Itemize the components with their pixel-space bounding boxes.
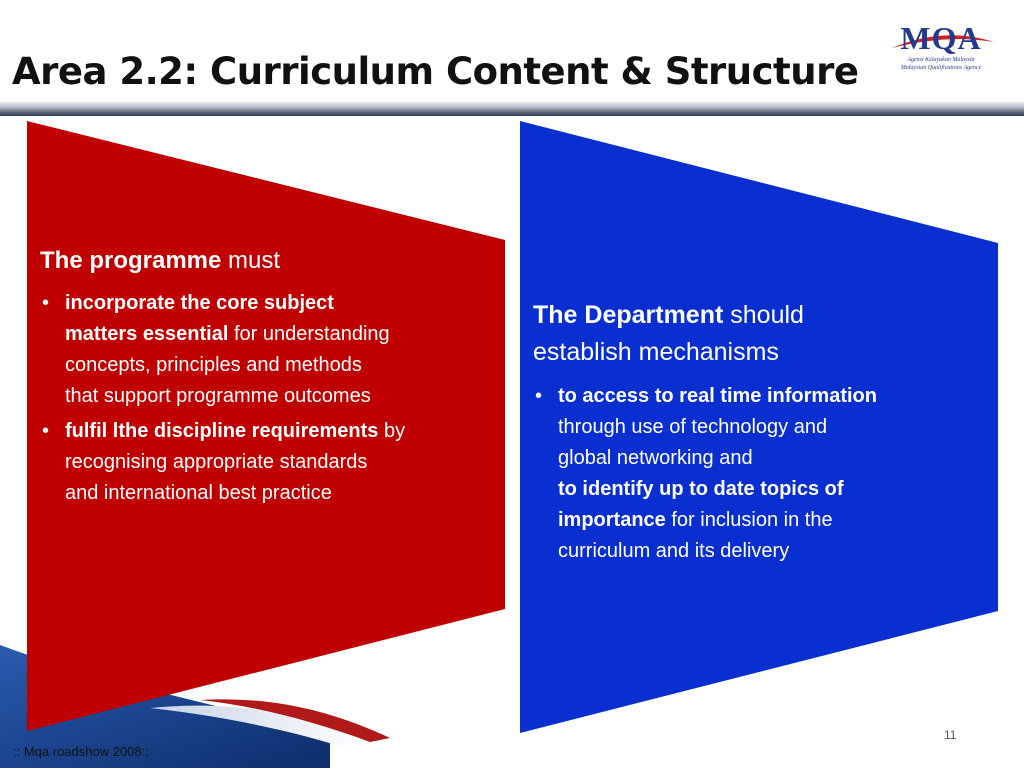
right-bullet-rest3: for inclusion in the xyxy=(665,509,833,531)
right-bullet-line3: global networking and xyxy=(558,447,753,469)
right-bullet-1 xyxy=(533,381,973,567)
bullet2-line3: and international best practice xyxy=(65,482,332,504)
bullet2-line2: recognising appropriate standards xyxy=(65,451,368,473)
bullet1-line4: that support programme outcomes xyxy=(65,385,371,407)
right-bullet-line2: through use of technology and xyxy=(558,416,828,438)
footer-text: :: Mqa roadshow 2008:: xyxy=(13,744,149,759)
bullet1-bold-line1: incorporate the core subject xyxy=(65,292,334,314)
right-panel-content xyxy=(533,297,973,571)
logo-subtitle-english: Malaysian Qualifications Agency xyxy=(900,65,982,71)
left-bullet-2 xyxy=(40,416,495,509)
right-heading-bold: The Department xyxy=(533,301,724,329)
right-bullet-line6: curriculum and its delivery xyxy=(558,540,790,562)
right-bullet-bold1: to access to real time information xyxy=(558,385,877,407)
bullet2-rest-line1: by xyxy=(378,420,406,442)
bullet1-rest-line2: for understanding xyxy=(228,323,390,345)
left-bullet-list xyxy=(40,288,495,509)
page-number: 11 xyxy=(944,728,957,742)
left-panel-content xyxy=(40,246,495,513)
bullet2-bold: fulfil lthe discipline requirements xyxy=(65,420,379,442)
left-heading-rest: must xyxy=(221,247,281,274)
right-heading-rest: should xyxy=(723,301,804,329)
left-panel-heading xyxy=(40,246,495,276)
left-heading-bold: The programme xyxy=(40,247,222,274)
right-panel-heading xyxy=(533,297,973,371)
right-bullet-bold3: importance xyxy=(558,509,666,531)
bullet1-line3: concepts, principles and methods xyxy=(65,354,362,376)
logo-wordmark: MQA xyxy=(900,20,982,56)
right-bullet-bold2: to identify up to date topics of xyxy=(558,478,844,500)
slide-title: Area 2.2: Curriculum Content & Structure xyxy=(12,50,859,93)
left-bullet-1 xyxy=(40,288,495,412)
logo-subtitle-malay: Agensi Kelayakan Malaysia xyxy=(907,57,975,63)
right-bullet-list xyxy=(533,381,973,567)
bullet1-bold-line2: matters essential xyxy=(65,323,229,345)
right-heading-line2: establish mechanisms xyxy=(533,338,779,366)
